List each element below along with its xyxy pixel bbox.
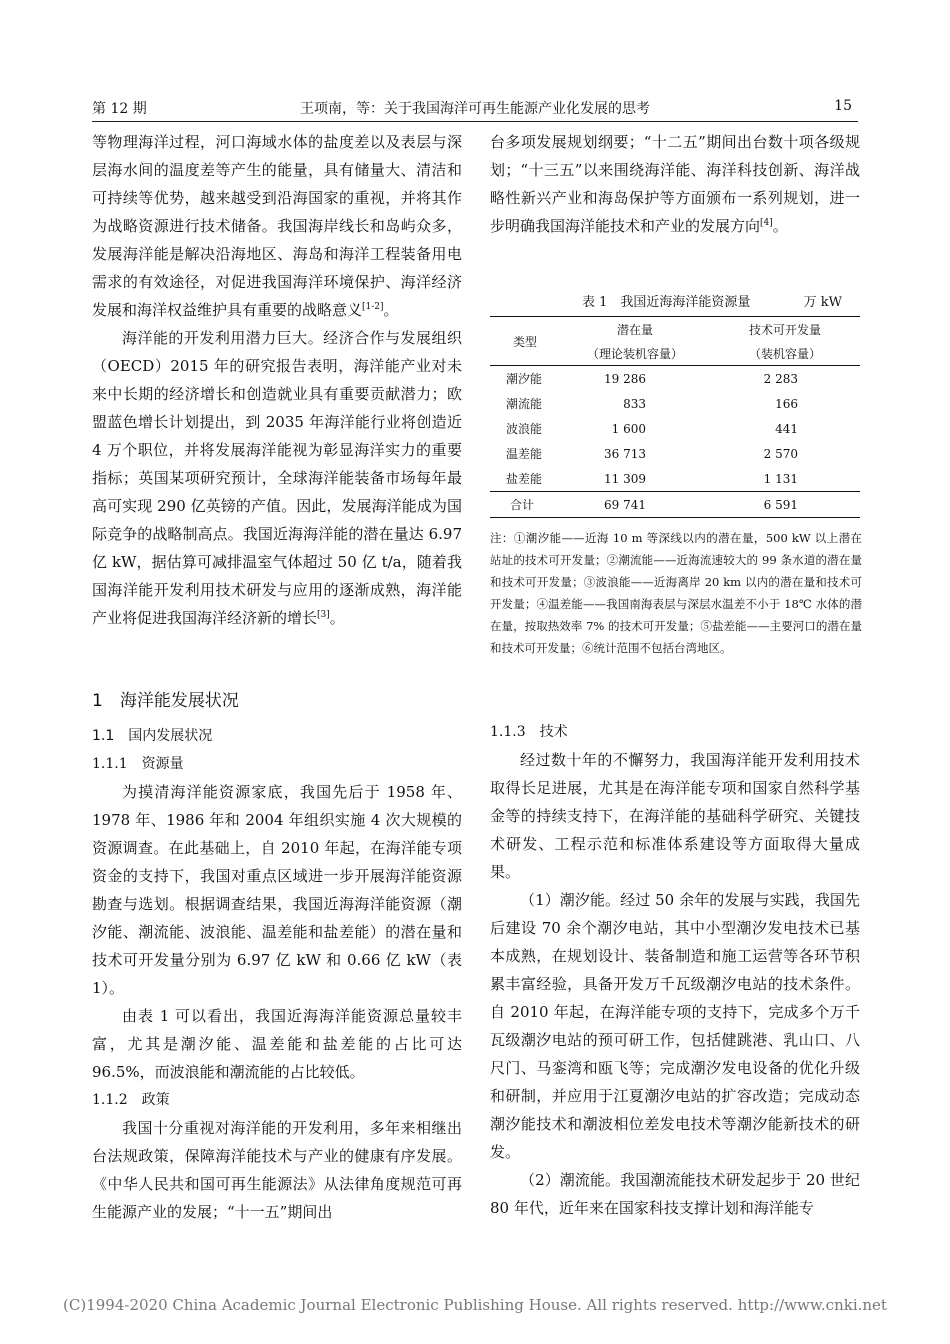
right-paragraph-1: 台多项发展规划纲要；“十二五”期间出台数十项各级规划；“十三五”以来围绕海洋能、海洋科技创新、海洋战略性新兴产业和海岛保护等方面颁布一系列规划，进一步明确我国海洋能技术和产业的发展方向[4]。 [490,133,860,235]
left-paragraph-1: 等物理海洋过程，河口海域水体的盐度差以及表层与深层海水间的温度差等产生的能量，具有储量大、清洁和可持续等优势，越来越受到沿海国家的重视，并将其作为战略资源进行技术储备。我国海岸线长和岛屿众多，发展海洋能是解决沿海地区、海岛和海洋工程装备用电需求的有效途径，对促进我国海洋环境保护、海洋经济发展和海洋权益维护具有重要的战略意义[1-2]。 [92,133,462,319]
row-potential: 833 [623,396,646,411]
table-unit: 万 kW [803,295,842,310]
left-column-lower [92,722,462,1226]
table-title: 表 1 我国近海海洋能资源量 [582,295,751,310]
table-row [490,391,860,416]
table-row [490,441,860,466]
left-paragraph-5: 我国十分重视对海洋能的开发利用，多年来相继出台法规政策，保障海洋能技术与产业的健康有序发展。《中华人民共和国可再生能源法》从法律角度规范可再生能源产业的发展；“十一五”期间出 [92,1119,462,1221]
total-potential: 69 741 [604,497,646,512]
row-type: 波浪能 [506,422,543,436]
right-paragraph-2: 经过数十年的不懈努力，我国海洋能开发利用技术取得长足进展，尤其是在海洋能专项和国家自然科学基金等的持续支持下，在海洋能的基础科学研究、关键技术研发、工程示范和标准体系建设等方面取得大量成果。 [490,751,860,881]
left-paragraph-4: 由表 1 可以看出，我国近海海洋能资源总量较丰富，尤其是潮汐能、温差能和盐差能的占比可达 96.5%，而波浪能和潮流能的占比较低。 [92,1007,462,1081]
row-type: 温差能 [506,447,543,461]
section-heading-1-1-1: 1.1.1 资源量 [92,756,184,772]
section-heading-1-1-3: 1.1.3 技术 [490,724,568,740]
row-potential: 19 286 [604,371,646,386]
table-total-row [490,492,860,518]
right-paragraph-4: （2）潮流能。我国潮流能技术研发起步于 20 世纪 80 年代，近年来在国家科技支撑计划和海洋能专 [490,1171,860,1217]
table-row [490,416,860,441]
row-type: 盐差能 [506,472,543,486]
section-heading-1-1: 1.1 国内发展状况 [92,728,213,744]
row-potential: 1 600 [611,421,646,436]
left-paragraph-3: 为摸清海洋能资源家底，我国先后于 1958 年、1978 年、1986 年和 2004 年组织实施 4 次大规模的资源调查。在此基础上，自 2010 年起，在海洋能专项资金的支持下，我国对重点区域进一步开展海洋能资源勘查与选划。根据调查结果，我国近海海洋能资源（潮汐能、潮流能、波浪能、温差能和盐差能）的潜在量和技术可开发量分别为 6.97 亿 kW 和 0.66 亿 kW（表 1）。 [92,783,462,997]
col-header-potential: 潜在量 [616,322,653,337]
issue-number: 第 12 期 [92,101,147,117]
col-subheader-potential: （理论装机容量） [586,346,683,361]
left-paragraph-2: 海洋能的开发利用潜力巨大。经济合作与发展组织（OECD）2015 年的研究报告表明，海洋能产业对未来中长期的经济增长和创造就业具有重要贡献潜力；欧盟蓝色增长计划提出，到 2035 年海洋能行业将创造近 4 万个职位，并将发展海洋能视为彰显海洋实力的重要指标；英国某项研究预计，全球海洋能装备市场每年最高可实现 290 亿英镑的产值。因此，发展海洋能成为国际竞争的战略制高点。我国近海海洋能的潜在量达 6.97 亿 kW，据估算可减排温室气体超过 50 亿 t/a，随着我国海洋能开发利用技术研发与应用的逐渐成熟，海洋能产业将促进我国海洋经济新的增长[3]。 [92,329,462,627]
left-column [92,128,462,632]
table-notes: 注：①潮汐能——近海 10 m 等深线以内的潜在量，500 kW 以上潜在站址的技术可开发量；②潮流能——近海流速较大的 99 条水道的潜在量和技术可开发量；③波浪能——近海离岸 20 km 以内的潜在量和技术可开发量；④温差能——我国南海表层与深层水温差不小于 18℃ 水体的潜在量，按取热效率 7% 的技术可开发量；⑤盐差能——主要河口的潜在量和技术可开发量；⑥统计范围不包括台湾地区。 [490,531,862,655]
table-row [490,466,860,492]
col-header-type: 类型 [512,334,537,349]
row-technical: 166 [775,396,798,411]
citation-4[interactable]: [4] [760,218,773,228]
right-column-top [490,128,860,240]
row-technical: 441 [775,421,798,436]
row-type: 潮流能 [506,397,543,411]
row-potential: 11 309 [604,471,646,486]
row-technical: 2 283 [763,371,798,386]
citation-3[interactable]: [3] [317,610,330,620]
section-heading-1-1-2: 1.1.2 政策 [92,1092,170,1108]
section-heading-1: 1 海洋能发展状况 [92,691,239,711]
running-header [92,94,858,120]
total-label: 合计 [510,498,535,512]
copyright-footer: (C)1994-2020 China Academic Journal Electronic Publishing House. All rights reserved. http://www.cnki.net [63,1296,887,1314]
row-technical: 1 131 [763,471,798,486]
row-technical: 2 570 [763,446,798,461]
table-row [490,366,860,392]
citation-1-2[interactable]: [1-2] [362,302,384,312]
right-paragraph-3: （1）潮汐能。经过 50 余年的发展与实践，我国先后建设 70 余个潮汐电站，其中小型潮汐发电技术已基本成熟，在规划设计、装备制造和施工运营等各环节积累丰富经验，具备开发万千瓦级潮汐电站的技术条件。自 2010 年起，在海洋能专项的支持下，完成多个万千瓦级潮汐电站的预可研工作，包括健跳港、乳山口、八尺门、马銮湾和瓯飞等；完成潮汐发电设备的优化升级和研制，并应用于江夏潮汐电站的扩容改造；完成动态潮汐能技术和潮波相位差发电技术等潮汐能新技术的研发。 [490,891,860,1161]
page-number: 15 [834,98,852,114]
row-potential: 36 713 [604,446,646,461]
col-header-technical: 技术可开发量 [748,322,821,337]
resource-table [490,316,860,518]
row-type: 潮汐能 [506,372,543,386]
running-title: 王项南，等：关于我国海洋可再生能源产业化发展的思考 [300,101,650,117]
header-rule [92,121,858,122]
col-subheader-technical: （装机容量） [748,346,821,361]
right-column-lower [490,718,860,1222]
total-technical: 6 591 [763,497,798,512]
